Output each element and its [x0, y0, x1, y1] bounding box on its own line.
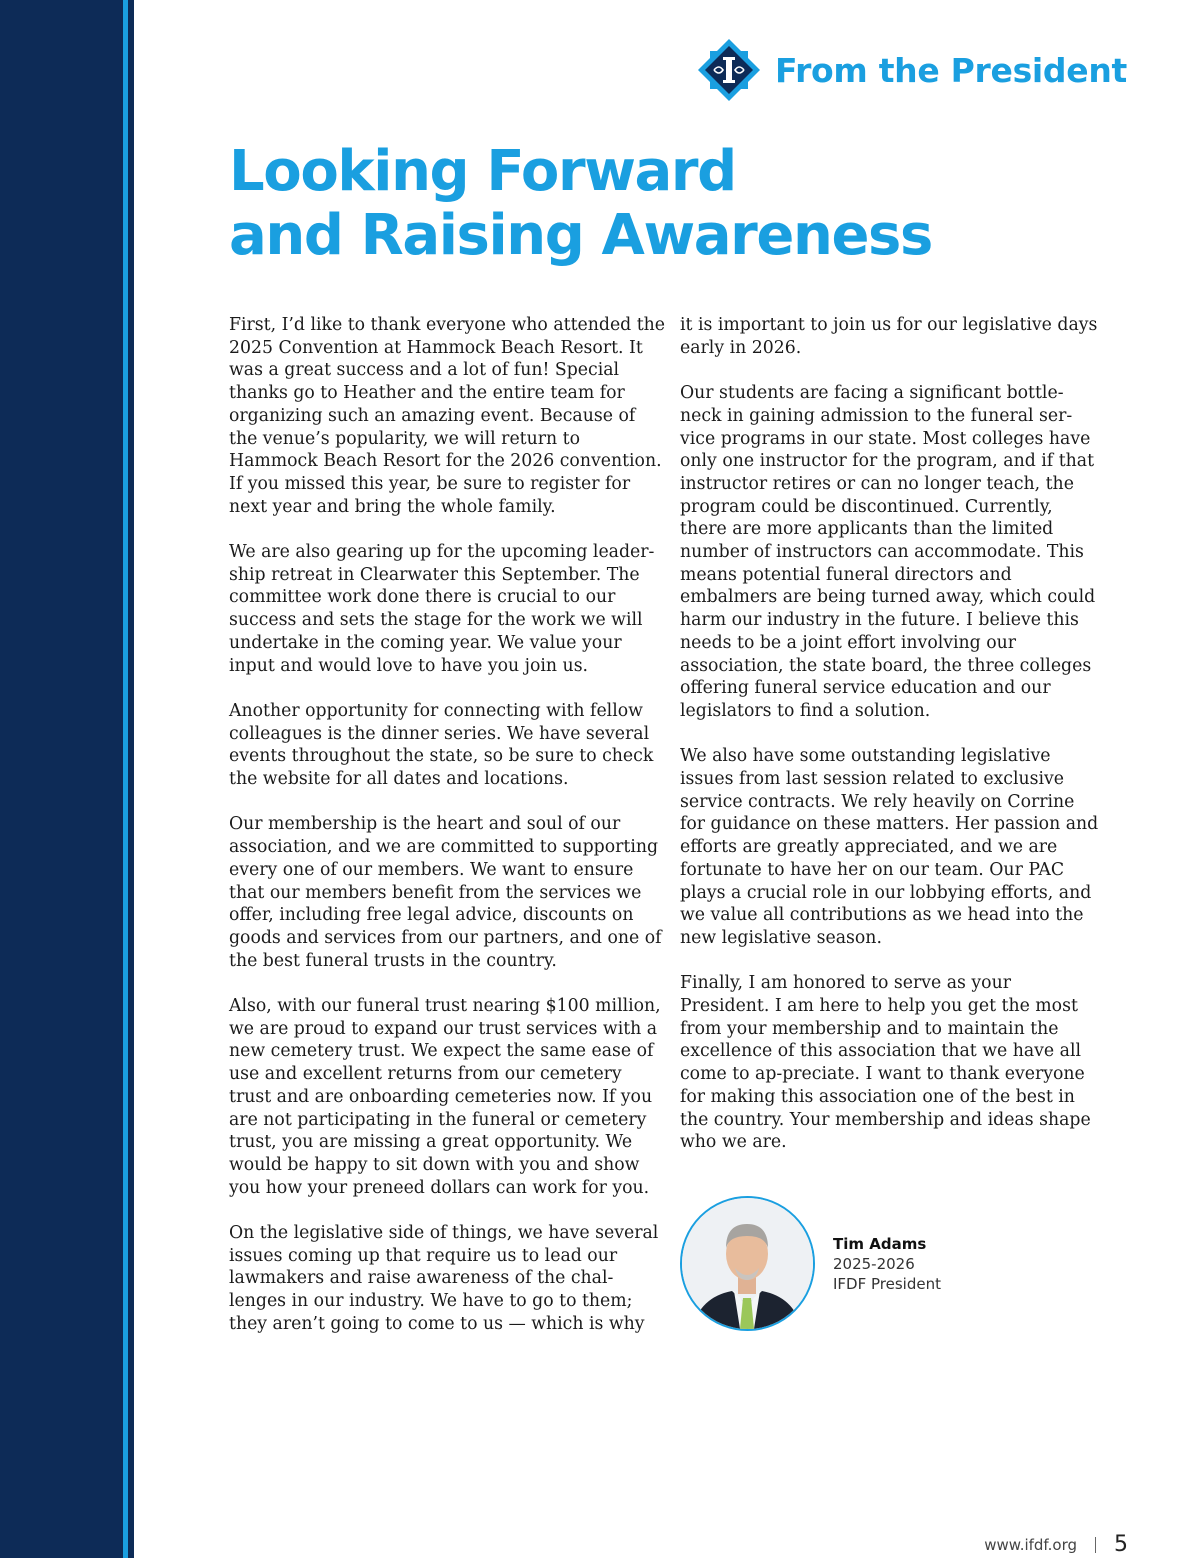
- sidebar-edge: [128, 0, 134, 1558]
- author-term: 2025-2026: [833, 1254, 915, 1273]
- paragraph: Another opportunity for connecting with fellow colleagues is the dinner series. We have several events throughout the state, so be sure to check the website for all dates and locations.: [229, 700, 654, 790]
- footer-divider: [1095, 1537, 1096, 1553]
- portrait-photo: [682, 1198, 813, 1329]
- paragraph: We also have some outstanding legislative issues from last session related to exclusive service contracts. We rely heavily on Corrine for guidance on these matters. Her passion and efforts are greatly appreciated, and we are fortunate to have her on our team. Our PAC plays a crucial role in our lobbying efforts, and we value all contributions as we head into the new legislative season.: [680, 746, 1099, 948]
- headline-line-2: and Raising Awareness: [229, 203, 932, 268]
- page-footer: [984, 1532, 1128, 1557]
- article-column-left: [229, 314, 669, 1358]
- article-headline: [229, 140, 932, 268]
- article-column-right: [680, 314, 1100, 1177]
- author-signature-block: [680, 1196, 941, 1331]
- paragraph: Also, with our funeral trust nearing $100 million, we are proud to expand our trust services with a new cemetery trust. We expect the same ease of use and excellent returns from our cemetery trust and are onboarding cemeteries now. If you are not participating in the funeral or cemetery trust, you are missing a great opportunity. We would be happy to sit down with you and show you how your preneed dollars can work for you.: [229, 996, 661, 1198]
- page-number: 5: [1114, 1532, 1128, 1557]
- paragraph: We are also gearing up for the upcoming leader-ship retreat in Clearwater this September. The committee work done there is crucial to our success and sets the stage for the work we will undertake in the coming year. We value your input and would love to have you join us.: [229, 542, 655, 676]
- paragraph: Our membership is the heart and soul of our association, and we are committed to supporting every one of our members. We want to ensure that our members benefit from the services we offer, including free legal advice, discounts on goods and services from our partners, and one of the best funeral trusts in the country.: [229, 814, 662, 971]
- author-name: Tim Adams: [833, 1234, 927, 1253]
- footer-url-link[interactable]: www.ifdf.org: [984, 1535, 1077, 1554]
- paragraph: First, I’d like to thank everyone who attended the 2025 Convention at Hammock Beach Resort. It was a great success and a lot of fun! Special thanks go to Heather and the entire team for organizing such an amazing event. Because of the venue’s popularity, we will return to Hammock Beach Resort for the 2026 convention. If you missed this year, be sure to register for next year and bring the whole family.: [229, 315, 666, 517]
- section-title: From the President: [774, 50, 1127, 90]
- paragraph: it is important to join us for our legislative days early in 2026.: [680, 315, 1098, 358]
- ifdf-logo-icon: [697, 38, 761, 102]
- paragraph: Our students are facing a significant bottle-neck in gaining admission to the funeral ser-vice programs in our state. Most colleges have only one instructor for the program, and if that instructor retires or can no longer teach, the program could be discontinued. Currently, there are more applicants than the limited number of instructors can accommodate. This means potential funeral directors and embalmers are being turned away, which could harm our industry in the future. I believe this needs to be a joint effort involving our association, the state board, the three colleges offering funeral service education and our legislators to find a solution.: [680, 383, 1096, 721]
- author-info: [833, 1234, 941, 1294]
- headline-line-1: Looking Forward: [229, 139, 736, 204]
- section-header: [697, 38, 1127, 102]
- author-role: IFDF President: [833, 1274, 941, 1293]
- paragraph: Finally, I am honored to serve as your President. I am here to help you get the most from your membership and to maintain the excellence of this association that we have all come to ap-preciate. I want to thank everyone for making this association one of the best in the country. Your membership and ideas shape who we are.: [680, 973, 1091, 1153]
- sidebar-band: [0, 0, 123, 1558]
- paragraph: On the legislative side of things, we have several issues coming up that require us to lead our lawmakers and raise awareness of the chal-lenges in our industry. We have to go to them; they aren’t going to come to us — which is why: [229, 1223, 659, 1334]
- author-avatar: [680, 1196, 815, 1331]
